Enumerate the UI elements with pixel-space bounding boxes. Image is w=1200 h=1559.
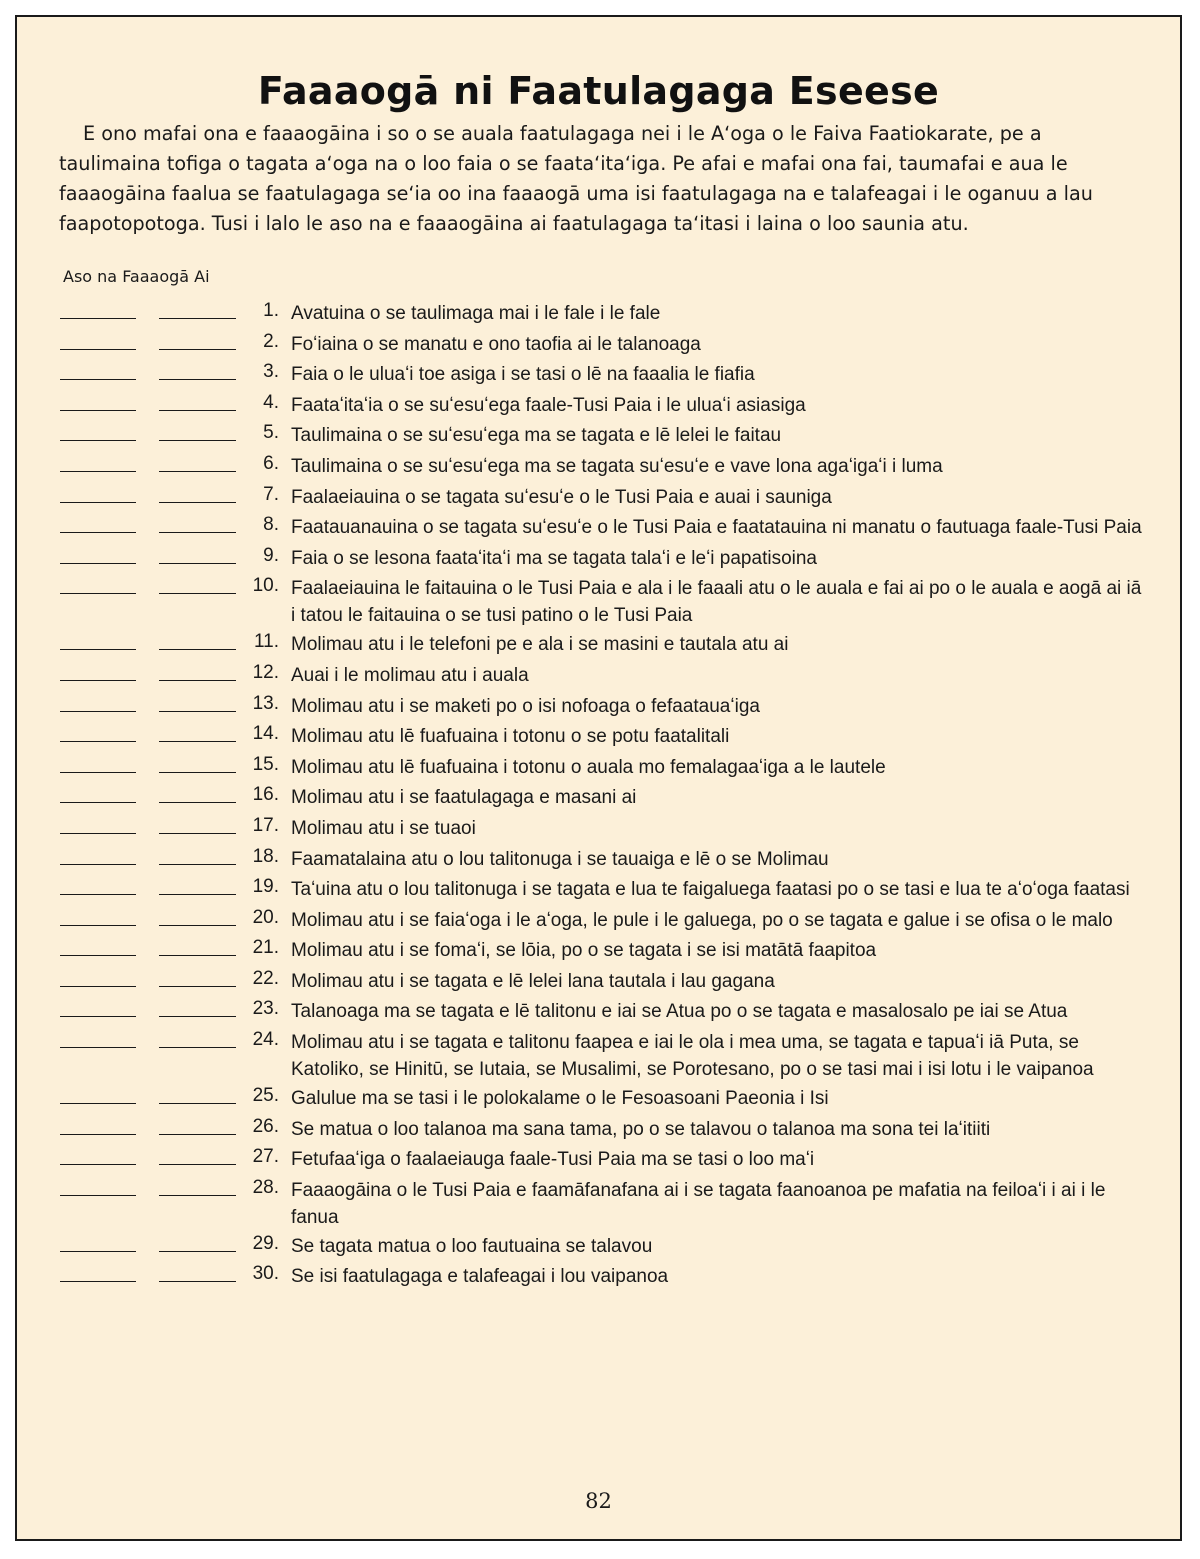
item-number: 21.: [252, 937, 279, 959]
item-text: Faia o se lesona faataʻitaʻi ma se tagata talaʻi e leʻi papatisoina: [291, 547, 817, 569]
date-blank-line-2[interactable]: [159, 471, 236, 472]
item-number: 11.: [253, 631, 279, 653]
list-item: [17, 482, 1177, 513]
list-item: [17, 1114, 1177, 1145]
item-text: Molimau atu lē fuafuaina i totonu o se potu faatalitali: [291, 726, 730, 748]
list-item: [17, 782, 1177, 813]
date-blank-line-2[interactable]: [159, 680, 236, 681]
list-item: [17, 1144, 1177, 1175]
item-number: 26.: [252, 1115, 279, 1137]
list-item: [17, 1231, 1177, 1262]
date-blank-line-2[interactable]: [159, 772, 236, 773]
date-blank-line-2[interactable]: [159, 502, 236, 503]
item-text: Faalaeiauina o se tagata suʻesuʻe o le Tusi Paia e auai i sauniga: [291, 486, 832, 508]
item-number: 15.: [252, 753, 279, 775]
list-item: [17, 329, 1177, 360]
date-blank-line-2[interactable]: [159, 1251, 236, 1252]
date-blank-line-2[interactable]: [159, 649, 236, 650]
item-text: Faamatalaina atu o lou talitonuga i se tauaiga e lē o se Molimau: [291, 848, 829, 870]
date-blank-line-2[interactable]: [159, 986, 236, 987]
date-blank-line-2[interactable]: [159, 955, 236, 956]
item-number: 17.: [252, 814, 279, 836]
date-blank-line-1[interactable]: [60, 532, 136, 533]
list-item: [17, 629, 1177, 660]
date-blank-line-1[interactable]: [60, 986, 136, 987]
item-number: 20.: [252, 906, 279, 928]
page-frame: [15, 15, 1182, 1541]
item-text: Faataʻitaʻia o se suʻesuʻega faale-Tusi Paia i le uluaʻi asiasiga: [291, 394, 806, 416]
date-blank-line-2[interactable]: [159, 318, 236, 319]
item-number: 4.: [263, 391, 279, 413]
item-number: 16.: [252, 784, 279, 806]
item-number: 10.: [252, 575, 279, 597]
item-text: Molimau atu i se tuaoi: [291, 817, 476, 839]
item-number: 8.: [263, 514, 279, 536]
date-blank-line-1[interactable]: [60, 1164, 136, 1165]
item-number: 2.: [263, 330, 279, 352]
list-item: [17, 905, 1177, 936]
item-text: Molimau atu i se faiaʻoga i le aʻoga, le pule i le galuega, po o se tagata e galue i se ofisa o le malo: [291, 909, 1113, 931]
item-text: Molimau atu i le telefoni pe e ala i se masini e tautala atu ai: [291, 634, 789, 656]
date-blank-line-1[interactable]: [60, 410, 136, 411]
date-blank-line-2[interactable]: [159, 1195, 236, 1196]
date-blank-line-2[interactable]: [159, 711, 236, 712]
list-item: [17, 1261, 1177, 1292]
date-blank-line-2[interactable]: [159, 349, 236, 350]
item-text: Molimau atu i se tagata e lē lelei lana tautala i lau gagana: [291, 970, 775, 992]
item-number: 14.: [252, 723, 279, 745]
item-text: Foʻiaina o se manatu e ono taofia ai le talanoaga: [291, 333, 701, 355]
item-number: 23.: [252, 998, 279, 1020]
item-number: 27.: [252, 1146, 279, 1168]
item-text: Faatauanauina o se tagata suʻesuʻe o le Tusi Paia e faatatauina ni manatu o fautuaga faale-Tusi Paia: [291, 517, 1142, 539]
date-blank-line-1[interactable]: [60, 711, 136, 712]
item-text: Taulimaina o se suʻesuʻega ma se tagata e lē lelei le faitau: [291, 425, 782, 447]
list-item: [17, 298, 1177, 329]
item-number: 24.: [252, 1029, 279, 1051]
item-text: Fetufaaʻiga o faalaeiauga faale-Tusi Paia ma se tasi o loo maʻi: [291, 1149, 815, 1171]
date-blank-line-2[interactable]: [159, 440, 236, 441]
list-item: [17, 721, 1177, 752]
date-blank-line-2[interactable]: [159, 379, 236, 380]
item-text: Taulimaina o se suʻesuʻega ma se tagata suʻesuʻe e vave lona agaʻigaʻi i luma: [291, 455, 943, 477]
item-text: Se isi faatulagaga e talafeagai i lou vaipanoa: [291, 1266, 669, 1288]
list-item: [17, 660, 1177, 691]
item-number: 25.: [252, 1085, 279, 1107]
date-blank-line-2[interactable]: [159, 1281, 236, 1282]
date-blank-line-1[interactable]: [60, 318, 136, 319]
list-item: [17, 1083, 1177, 1114]
list-item: [17, 996, 1177, 1027]
list-item: [17, 935, 1177, 966]
date-blank-line-1[interactable]: [60, 741, 136, 742]
list-item: [17, 966, 1177, 997]
item-text: Se tagata matua o loo fautuaina se talavou: [291, 1235, 653, 1257]
date-blank-line-2[interactable]: [159, 1164, 236, 1165]
date-blank-line-1[interactable]: [60, 680, 136, 681]
item-text: Molimau atu i se faatulagaga e masani ai: [291, 787, 637, 809]
date-blank-line-2[interactable]: [159, 864, 236, 865]
date-blank-line-1[interactable]: [60, 1103, 136, 1104]
list-item: [17, 359, 1177, 390]
item-text: Taʻuina atu o lou talitonuga i se tagata e lua te faigaluega faatasi po o se tasi e lua te aʻoʻoga faatasi: [291, 879, 1130, 901]
date-blank-line-2[interactable]: [159, 833, 236, 834]
item-number: 5.: [263, 422, 279, 444]
date-blank-line-2[interactable]: [159, 593, 236, 594]
date-blank-line-2[interactable]: [159, 532, 236, 533]
date-blank-line-1[interactable]: [60, 1281, 136, 1282]
intro-paragraph: E ono mafai ona e faaaogāina i so o se auala faatulagaga nei i le Aʻoga o le Faiva Faatiokarate, pe a taulimaina tofiga o tagata aʻoga na o loo faia o se faataʻitaʻiga. Pe afai e mafai ona fai, taumafai e aua le faaaogāina faalua se faatulagaga seʻia oo ina faaaogā uma isi faatulagaga na e talafeagai i le oganuu a lau faapotopotoga. Tusi i lalo le aso na e faaaogāina ai faatulagaga taʻitasi i laina o loo saunia atu.: [59, 122, 1093, 235]
date-blank-line-1[interactable]: [60, 802, 136, 803]
item-number: 7.: [263, 483, 279, 505]
date-blank-line-2[interactable]: [159, 410, 236, 411]
date-blank-line-2[interactable]: [159, 925, 236, 926]
item-number: 12.: [252, 661, 279, 683]
date-blank-line-1[interactable]: [60, 1195, 136, 1196]
date-blank-line-1[interactable]: [60, 894, 136, 895]
date-blank-line-1[interactable]: [60, 593, 136, 594]
item-text: Talanoaga ma se tagata e lē talitonu e iai se Atua po o se tagata e masalosalo pe iai se Atua: [291, 1001, 1068, 1023]
list-item: [17, 420, 1177, 451]
item-text: Se matua o loo talanoa ma sana tama, po o se talavou o talanoa ma sona tei laʻitiiti: [291, 1118, 991, 1140]
item-text: Molimau atu lē fuafuaina i totonu o auala mo femalagaaʻiga a le lautele: [291, 756, 886, 778]
item-text: Galulue ma se tasi i le polokalame o le Fesoasoani Paeonia i Isi: [291, 1088, 829, 1110]
list-item: [17, 451, 1177, 482]
item-text: Molimau atu i se fomaʻi, se lōia, po o se tagata i se isi matātā faapitoa: [291, 940, 877, 962]
date-blank-line-1[interactable]: [60, 925, 136, 926]
date-blank-line-1[interactable]: [60, 471, 136, 472]
date-blank-line-1[interactable]: [60, 440, 136, 441]
item-text: Faia o le uluaʻi toe asiga i se tasi o lē na faaalia le fiafia: [291, 364, 755, 386]
date-blank-line-1[interactable]: [60, 1016, 136, 1017]
item-number: 13.: [252, 692, 279, 714]
item-text: Faalaeiauina le faitauina o le Tusi Paia e ala i le faaali atu o le auala e fai ai po o le auala e aogā ai iā i tatou le faitauina o se tusi patino o le Tusi Paia: [291, 578, 1142, 627]
list-item: [17, 691, 1177, 722]
page-title: Faaaogā ni Faatulagaga Eseese: [257, 69, 940, 113]
date-blank-line-2[interactable]: [159, 1047, 236, 1048]
item-text: Faaaogāina o le Tusi Paia e faamāfanafana ai i se tagata faanoanoa pe mafatia na feiloaʻi i ai i le fanua: [291, 1179, 1106, 1228]
date-blank-line-2[interactable]: [159, 894, 236, 895]
list-item: [17, 1175, 1177, 1231]
date-blank-line-1[interactable]: [60, 955, 136, 956]
item-number: 19.: [252, 876, 279, 898]
item-text: Auai i le molimau atu i auala: [291, 664, 529, 686]
date-blank-line-1[interactable]: [60, 502, 136, 503]
item-text: Molimau atu i se tagata e talitonu faapea e iai le ola i mea uma, se tagata e tapuaʻi iā Puta, se Katoliko, se Hinitū, se Iutaia, se Musalimi, se Porotesano, po o se tasi mai i isi lotu i le vaipanoa: [291, 1032, 1094, 1081]
date-blank-line-2[interactable]: [159, 563, 236, 564]
date-blank-line-1[interactable]: [60, 379, 136, 380]
list-item: [17, 813, 1177, 844]
date-blank-line-2[interactable]: [159, 741, 236, 742]
date-blank-line-1[interactable]: [60, 1047, 136, 1048]
list-item: [17, 573, 1177, 629]
page-number: 82: [585, 1489, 612, 1513]
item-number: 6.: [263, 452, 279, 474]
date-blank-line-1[interactable]: [60, 772, 136, 773]
item-number: 28.: [252, 1176, 279, 1198]
list-item: [17, 844, 1177, 875]
list-item: [17, 752, 1177, 783]
item-number: 9.: [263, 544, 279, 566]
list-item: [17, 512, 1177, 543]
date-blank-line-1[interactable]: [60, 1251, 136, 1252]
date-blank-line-2[interactable]: [159, 1103, 236, 1104]
date-blank-line-1[interactable]: [60, 864, 136, 865]
date-blank-line-1[interactable]: [60, 649, 136, 650]
list-item: [17, 390, 1177, 421]
date-blank-line-1[interactable]: [60, 563, 136, 564]
date-blank-line-2[interactable]: [159, 1016, 236, 1017]
list-item: [17, 1027, 1177, 1083]
item-number: 29.: [252, 1232, 279, 1254]
date-blank-line-2[interactable]: [159, 802, 236, 803]
item-number: 18.: [252, 845, 279, 867]
date-column-label: Aso na Faaaogā Ai: [63, 267, 210, 286]
date-blank-line-1[interactable]: [60, 349, 136, 350]
item-number: 3.: [263, 361, 279, 383]
item-text: Avatuina o se taulimaga mai i le fale i le fale: [291, 303, 661, 324]
item-number: 22.: [252, 967, 279, 989]
date-blank-line-2[interactable]: [159, 1134, 236, 1135]
setting-list: [17, 298, 1177, 1292]
item-number: 1.: [263, 300, 279, 321]
date-blank-line-1[interactable]: [60, 833, 136, 834]
item-text: Molimau atu i se maketi po o isi nofoaga o fefaatauaʻiga: [291, 695, 760, 717]
item-number: 30.: [252, 1263, 279, 1285]
list-item: [17, 543, 1177, 574]
date-blank-line-1[interactable]: [60, 1134, 136, 1135]
list-item: [17, 874, 1177, 905]
